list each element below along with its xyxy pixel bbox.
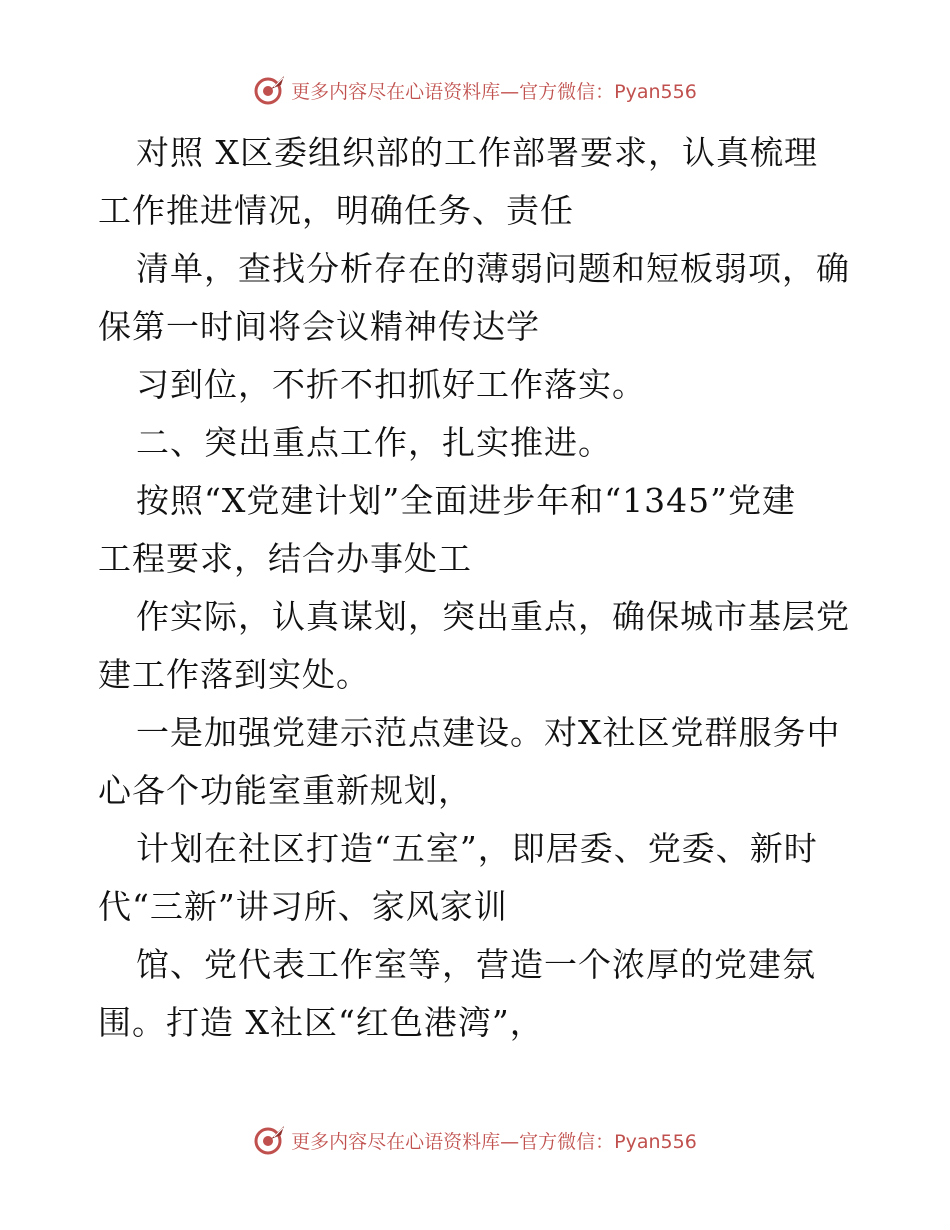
text-line: 工作推进情况，明确任务、责任: [98, 191, 574, 230]
text-line: 建工作落到实处。: [98, 655, 370, 694]
text-line: 心各个功能室重新规划，: [98, 771, 472, 810]
text-line: 一是加强党建示范点建设。对X社区党群服务中: [136, 713, 841, 752]
banner-dash: —: [500, 1130, 520, 1153]
text-line: 馆、党代表工作室等，营造一个浓厚的党建氛: [136, 945, 816, 984]
text-line: 对照 X区委组织部的工作部署要求，认真梳理: [136, 133, 818, 172]
banner-title: 更多内容尽在心语资料库: [291, 80, 501, 103]
text-line: 围。打造 X社区“红色港湾”，: [98, 1003, 544, 1042]
section-heading: 二、突出重点工作，扎实推进。: [136, 423, 612, 462]
quill-logo-icon: [253, 73, 287, 107]
text-line: 代“三新”讲习所、家风家训: [98, 887, 508, 926]
quill-logo-icon: [253, 1123, 287, 1157]
text-line: 清单，查找分析存在的薄弱问题和短板弱项，确: [136, 249, 850, 288]
banner-wechat: 官方微信：Pyan556: [519, 1130, 697, 1153]
banner-title: 更多内容尽在心语资料库: [291, 1130, 501, 1153]
text-line: 工程要求，结合办事处工: [98, 539, 472, 578]
text-line: 保第一时间将会议精神传达学: [98, 307, 540, 346]
header-watermark-banner: [0, 70, 950, 110]
document-body: [98, 124, 858, 1052]
text-line: 习到位，不折不扣抓好工作落实。: [136, 365, 646, 404]
text-line: 计划在社区打造“五室”，即居委、党委、新时: [136, 829, 818, 868]
footer-watermark-banner: [0, 1120, 950, 1160]
text-line: 按照“X党建计划”全面进步年和“1345”党建: [136, 481, 796, 520]
text-line: 作实际，认真谋划，突出重点，确保城市基层党: [136, 597, 850, 636]
banner-wechat: 官方微信：Pyan556: [519, 80, 697, 103]
banner-dash: —: [500, 80, 520, 103]
